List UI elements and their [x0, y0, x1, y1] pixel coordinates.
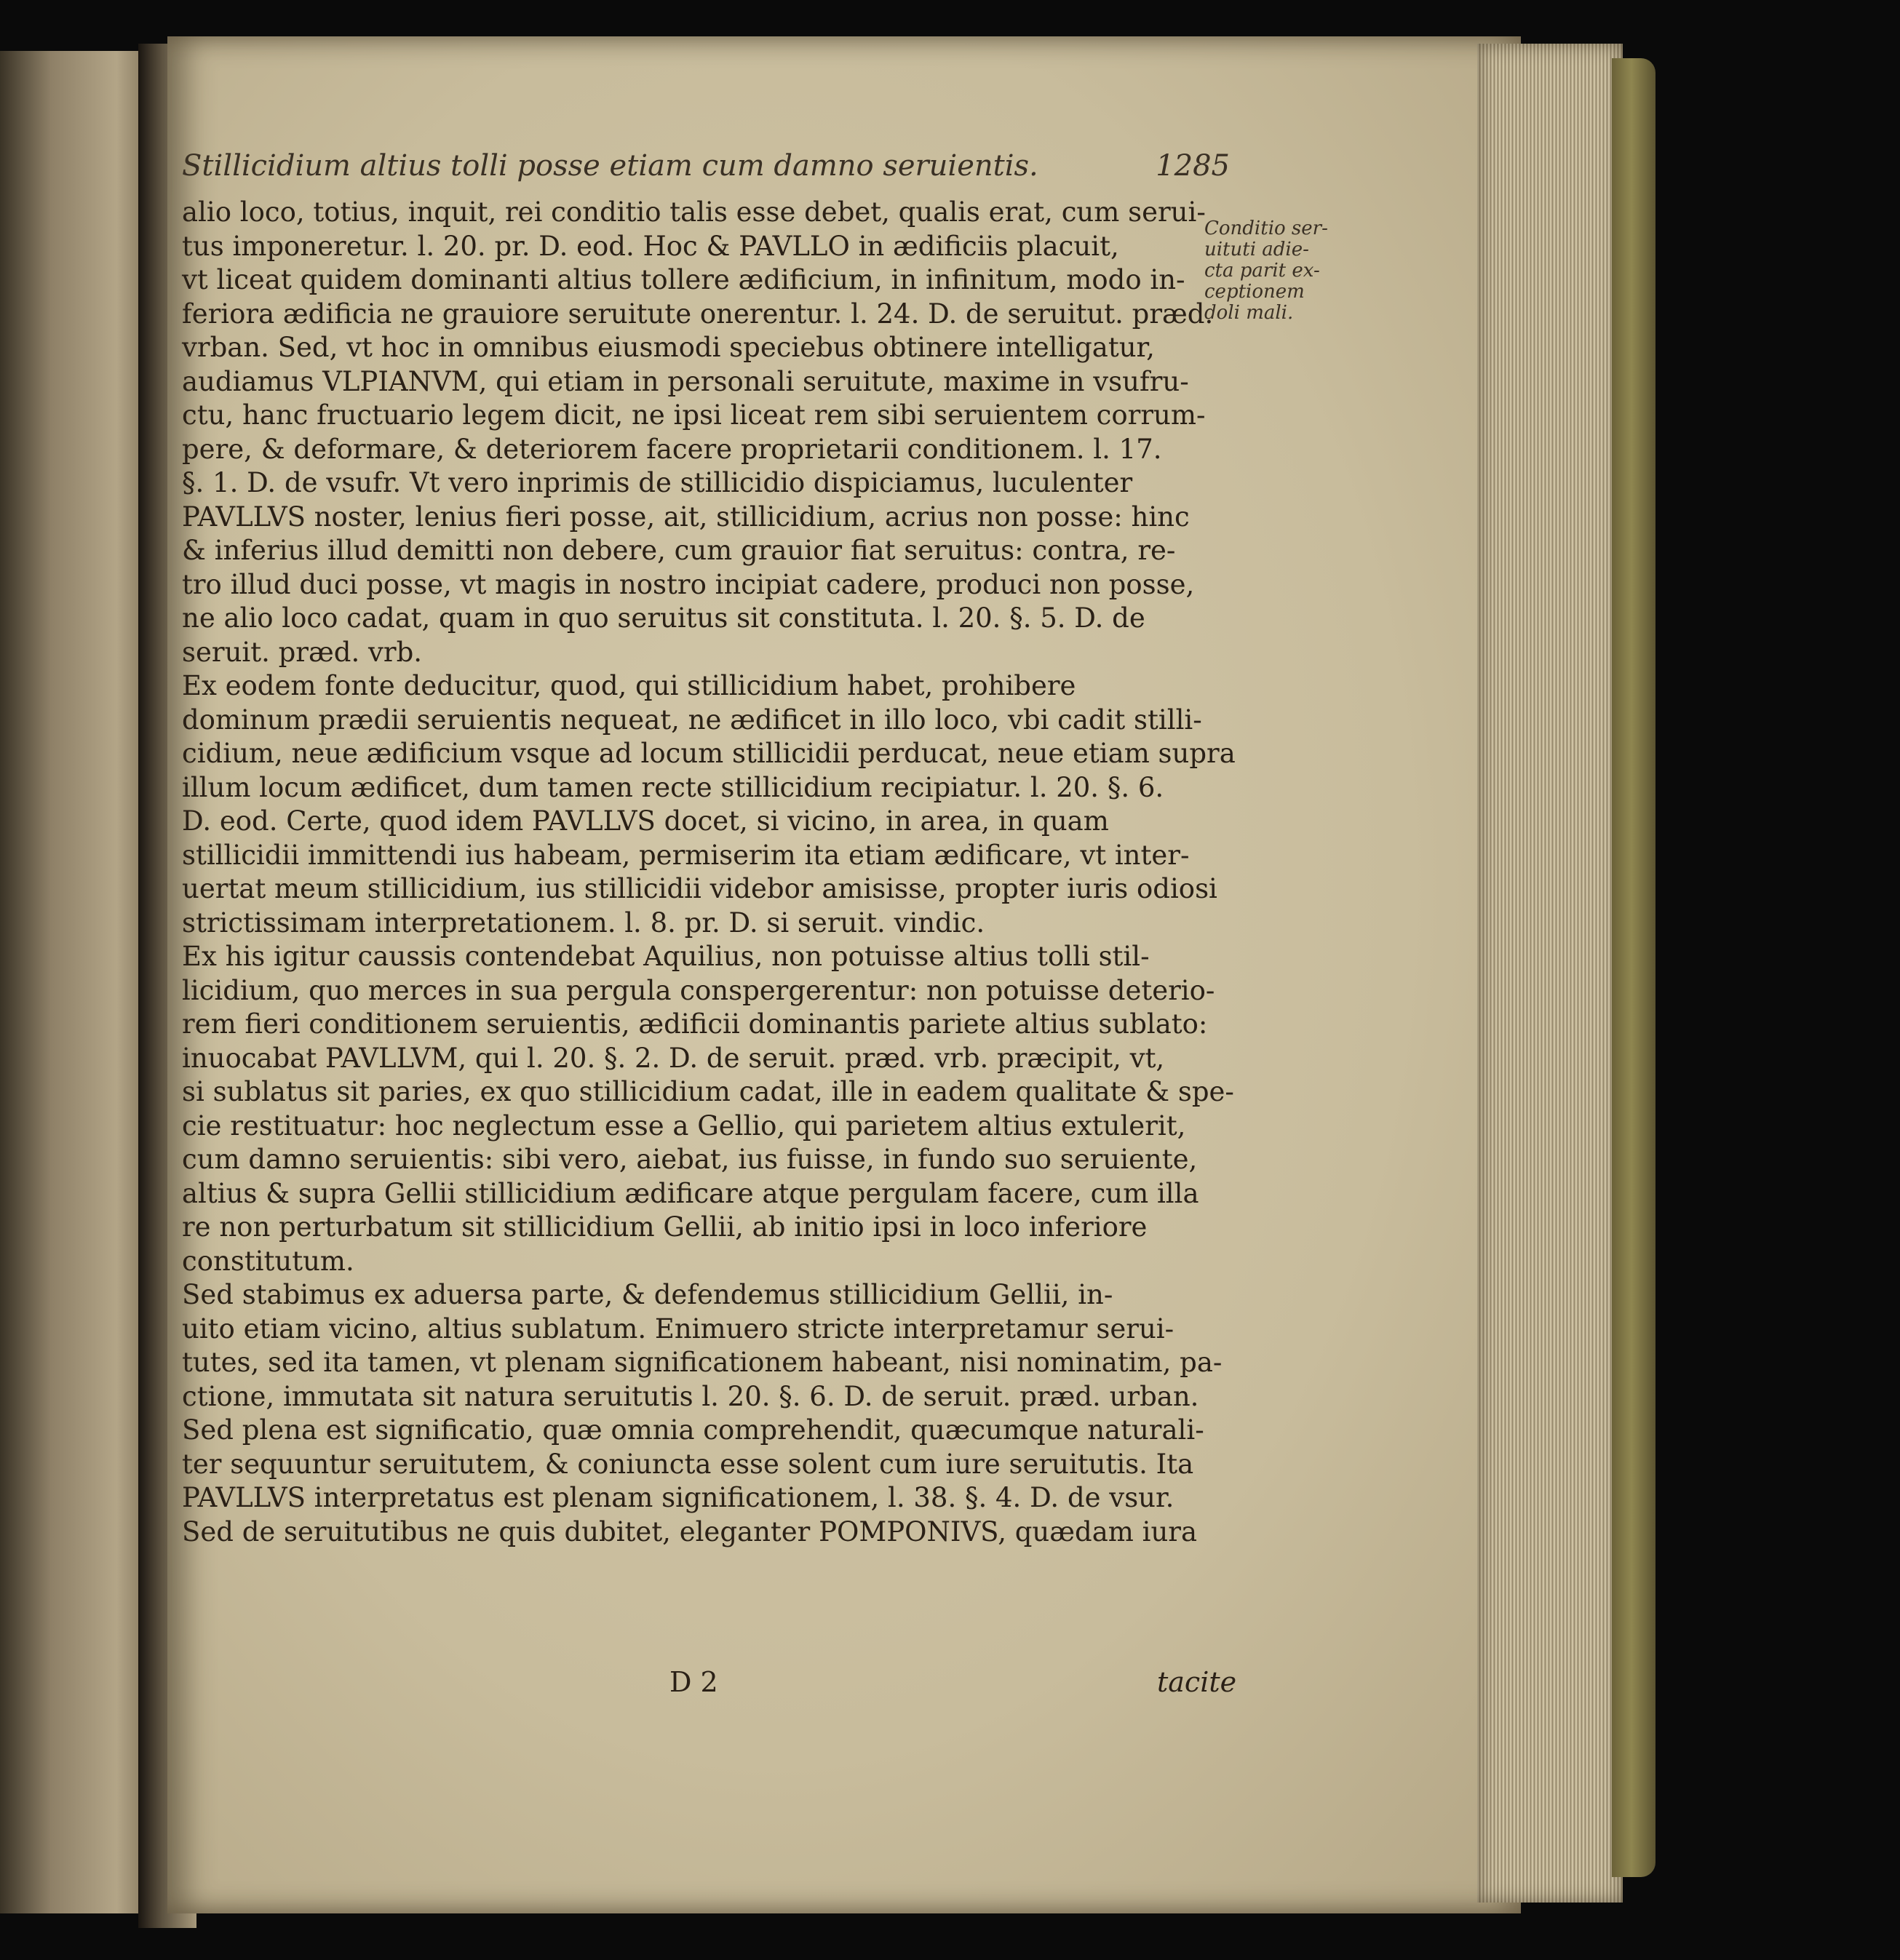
text-line: uertat meum stillicidium, ius stillicidii videbor amisisse, propter iuris odiosi — [182, 873, 1217, 904]
text-line: audiamus VLPIANVM, qui etiam in personali seruitute, maxime in vsufru- — [182, 365, 1189, 397]
text-line: uito etiam vicino, altius sublatum. Enimuero stricte interpretamur serui- — [182, 1312, 1174, 1344]
text-line: tro illud duci posse, vt magis in nostro incipiat cadere, produci non posse, — [182, 568, 1195, 600]
running-title: Stillicidium altius tolli posse etiam cum damno seruientis. — [182, 149, 1038, 183]
text-line: tus imponeretur. l. 20. pr. D. eod. Hoc & PAVLLO in ædificiis placuit, — [182, 230, 1119, 262]
margin-note — [1204, 218, 1357, 324]
text-line: cie restituatur: hoc neglectum esse a Gellio, qui parietem altius extulerit, — [182, 1110, 1186, 1142]
text-line: D. eod. Certe, quod idem PAVLLVS docet, si vicino, in area, in quam — [182, 805, 1109, 837]
text-line: inuocabat PAVLLVM, qui l. 20. §. 2. D. de seruit. præd. vrb. præcipit, vt, — [182, 1042, 1165, 1074]
text-line: cidium, neue ædificium vsque ad locum stillicidii perducat, neue etiam supra — [182, 738, 1236, 769]
margin-note-line: uituti adie- — [1204, 239, 1309, 260]
text-line: vt liceat quidem dominanti altius tollere ædificium, in infinitum, modo in- — [182, 264, 1185, 295]
text-line: constitutum. — [182, 1245, 354, 1277]
margin-note-line: Conditio ser- — [1204, 218, 1328, 239]
page-text — [182, 149, 1236, 1549]
text-line: strictissimam interpretationem. l. 8. pr. D. si seruit. vindic. — [182, 907, 985, 939]
left-page-edge — [0, 51, 146, 1913]
text-line: Ex eodem fonte deducitur, quod, qui stillicidium habet, prohibere — [182, 670, 1076, 701]
text-line: tutes, sed ita tamen, vt plenam significationem habeant, nisi nominatim, pa- — [182, 1347, 1223, 1378]
text-line: PAVLLVS noster, lenius fieri posse, ait, stillicidium, acrius non posse: hinc — [182, 501, 1190, 533]
text-line: illum locum ædificet, dum tamen recte stillicidium recipiatur. l. 20. §. 6. — [182, 771, 1164, 803]
margin-note-line: cta parit ex- — [1204, 260, 1320, 282]
text-line: Sed stabimus ex aduersa parte, & defendemus stillicidium Gellii, in- — [182, 1279, 1113, 1310]
text-line: & inferius illud demitti non debere, cum grauior fiat seruitus: contra, re- — [182, 535, 1176, 566]
text-line: vrban. Sed, vt hoc in omnibus eiusmodi speciebus obtinere intelligatur, — [182, 332, 1155, 363]
body-text — [182, 196, 1236, 1549]
text-line: ctione, immutata sit natura seruitutis l. 20. §. 6. D. de seruit. præd. urban. — [182, 1380, 1199, 1412]
margin-note-line: ceptionem — [1204, 281, 1305, 303]
text-line: rem fieri conditionem seruientis, ædificii dominantis pariete altius sublato: — [182, 1008, 1208, 1040]
signature-mark: D 2 — [669, 1666, 718, 1698]
text-line: Sed plena est significatio, quæ omnia comprehendit, quæcumque naturali- — [182, 1414, 1204, 1446]
margin-note-line: doli mali. — [1204, 302, 1294, 324]
text-line: ne alio loco cadat, quam in quo seruitus sit constituta. l. 20. §. 5. D. de — [182, 602, 1145, 634]
text-line: licidium, quo merces in sua pergula conspergerentur: non potuisse deterio- — [182, 974, 1215, 1006]
text-line: feriora ædificia ne grauiore seruitute onerentur. l. 24. D. de seruitut. præd. — [182, 298, 1214, 330]
text-line: seruit. præd. vrb. — [182, 636, 423, 668]
text-line: ter sequuntur seruitutem, & coniuncta esse solent cum iure seruitutis. Ita — [182, 1448, 1194, 1480]
text-line: si sublatus sit paries, ex quo stillicidium cadat, ille in eadem qualitate & spe- — [182, 1076, 1234, 1107]
text-line: Ex his igitur caussis contendebat Aquilius, non potuisse altius tolli stil- — [182, 941, 1150, 972]
text-line: PAVLLVS interpretatus est plenam significationem, l. 38. §. 4. D. de vsur. — [182, 1482, 1174, 1513]
book-cover-edge — [1612, 58, 1655, 1877]
text-line: altius & supra Gellii stillicidium ædificare atque pergulam facere, cum illa — [182, 1177, 1199, 1209]
running-header — [182, 149, 1230, 183]
text-line: cum damno seruientis: sibi vero, aiebat, ius fuisse, in fundo suo seruiente, — [182, 1144, 1198, 1175]
text-line: §. 1. D. de vsufr. Vt vero inprimis de stillicidio dispiciamus, luculenter — [182, 467, 1133, 498]
text-line: dominum prædii seruientis nequeat, ne ædificet in illo loco, vbi cadit stilli- — [182, 704, 1202, 736]
catchword: tacite — [1157, 1666, 1237, 1698]
text-line: stillicidii immittendi ius habeam, permiserim ita etiam ædificare, vt inter- — [182, 839, 1190, 871]
text-line: alio loco, totius, inquit, rei conditio talis esse debet, qualis erat, cum serui- — [182, 196, 1206, 228]
page-edges — [1477, 44, 1623, 1903]
text-line: Sed de seruitutibus ne quis dubitet, eleganter POMPONIVS, quædam iura — [182, 1515, 1198, 1547]
text-line: ctu, hanc fructuario legem dicit, ne ipsi liceat rem sibi seruientem corrum- — [182, 399, 1206, 431]
text-line: re non perturbatum sit stillicidium Gellii, ab initio ipsi in loco inferiore — [182, 1211, 1148, 1243]
text-line: pere, & deformare, & deteriorem facere proprietarii conditionem. l. 17. — [182, 433, 1162, 465]
page-number: 1285 — [1156, 149, 1230, 183]
